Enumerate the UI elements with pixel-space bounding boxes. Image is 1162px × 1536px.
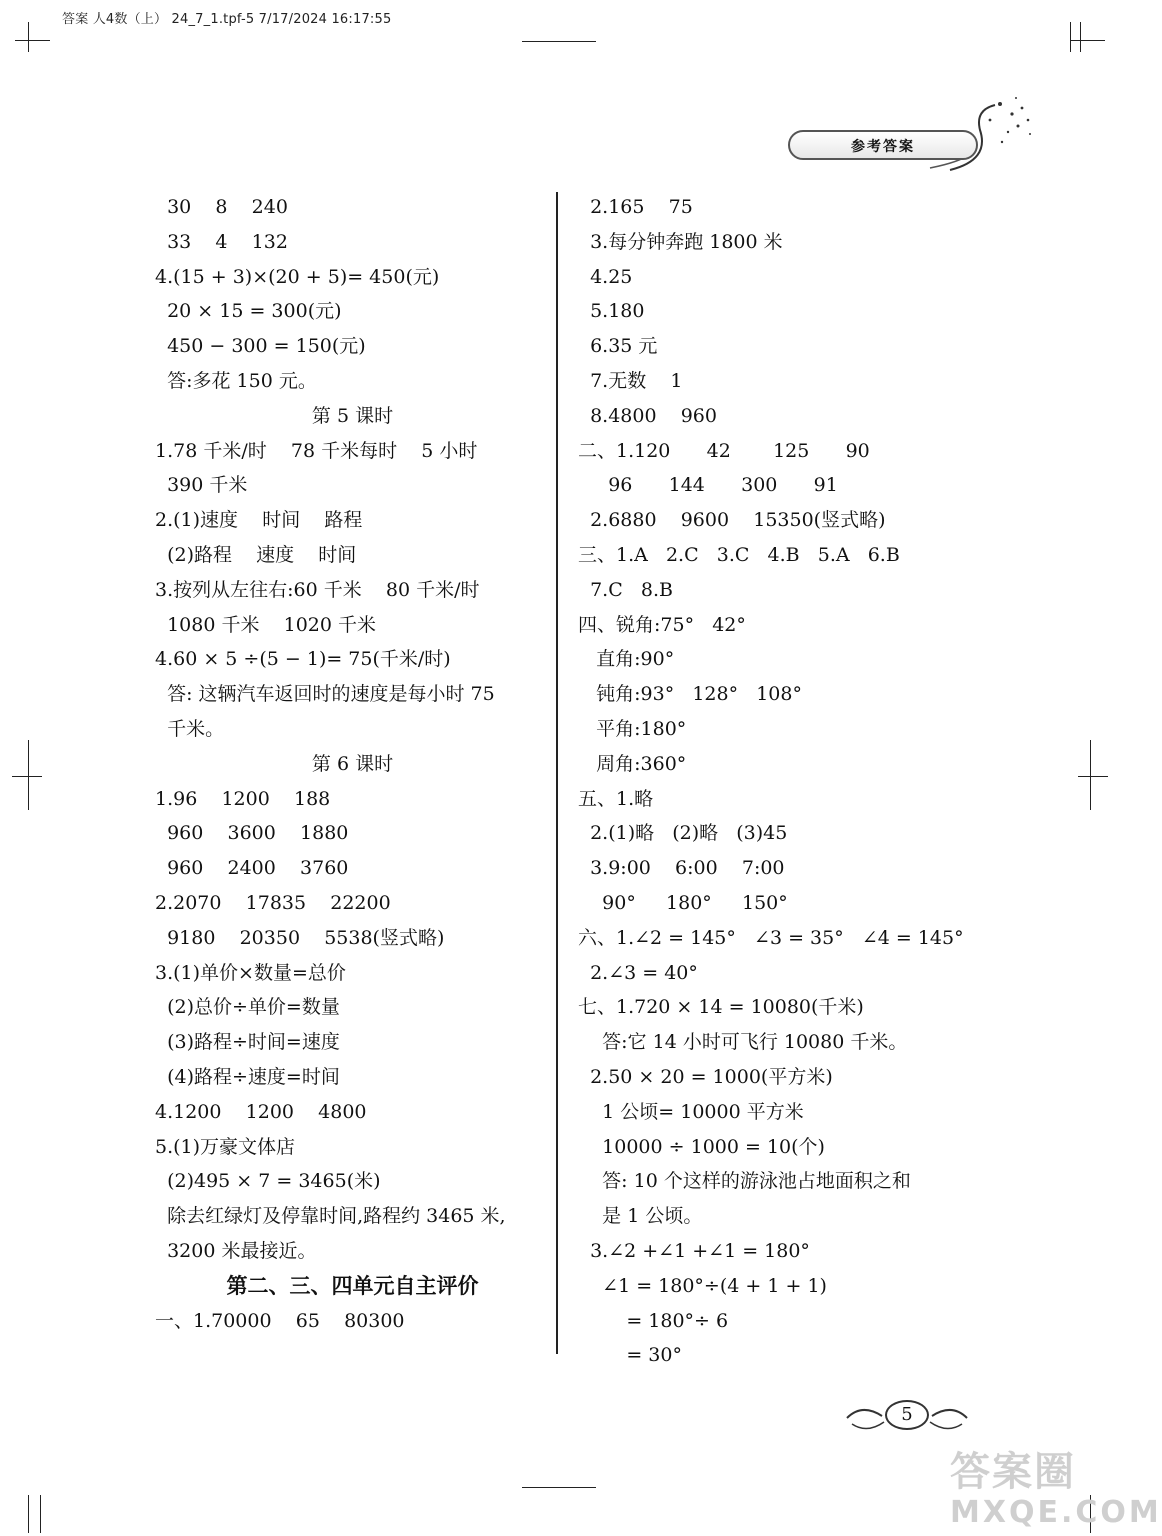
answer-line: 960 3600 1880: [155, 822, 349, 845]
answer-line: 8.4800 960: [578, 404, 717, 427]
answer-line: 90° 180° 150°: [578, 891, 788, 914]
answer-line: 2.165 75: [578, 196, 693, 218]
answer-line: 千米。: [155, 717, 225, 740]
lesson-heading: 第 5 课时: [311, 404, 394, 427]
answer-line: 450 − 300 = 150(元): [155, 335, 366, 358]
lesson-heading: 第 6 课时: [311, 752, 394, 775]
crop-mark: [1090, 740, 1091, 810]
answer-line: 5.180: [578, 300, 645, 323]
answer-line: ∠1 = 180°÷(4 + 1 + 1): [578, 1274, 827, 1297]
watermark-url: MXQE.COM: [950, 1495, 1162, 1530]
answer-line: (4)路程÷速度=时间: [155, 1065, 340, 1088]
answer-line: 1.96 1200 188: [155, 787, 331, 810]
answer-line: 2.∠3 = 40°: [578, 961, 698, 984]
top-rule: [522, 41, 596, 42]
answer-line: 6.35 元: [578, 335, 658, 358]
answer-line: 96 144 300 91: [578, 474, 838, 497]
answer-line: 4.25: [578, 265, 633, 288]
left-column: [155, 190, 550, 1338]
crop-mark: [40, 1495, 41, 1533]
watermark-logo-text: 答案圈: [950, 1449, 1076, 1495]
answer-line: 1080 千米 1020 千米: [155, 613, 377, 636]
answer-line: 是 1 公顷。: [578, 1205, 703, 1228]
answer-line: 4.1200 1200 4800: [155, 1100, 367, 1123]
answer-line: 960 2400 3760: [155, 857, 349, 880]
page-number: 5: [885, 1400, 929, 1430]
answer-line: 四、锐角:75° 42°: [578, 613, 746, 636]
answer-line: 2.(1)略 (2)略 (3)45: [578, 822, 788, 845]
column-divider: [556, 192, 558, 1354]
answer-line: 10000 ÷ 1000 = 10(个): [578, 1135, 825, 1158]
answer-line: 一、1.70000 65 80300: [155, 1309, 405, 1332]
answer-line: 4.60 × 5 ÷(5 − 1)= 75(千米/时): [155, 648, 451, 671]
answer-banner: [788, 130, 978, 160]
answer-line: 3.9:00 6:00 7:00: [578, 857, 785, 880]
answer-line: 三、1.A 2.C 3.C 4.B 5.A 6.B: [578, 543, 900, 566]
crop-mark: [1070, 40, 1105, 41]
answer-line: 2.(1)速度 时间 路程: [155, 509, 363, 532]
answer-line: = 30°: [578, 1344, 682, 1367]
crop-mark: [1078, 776, 1108, 777]
answer-line: 4.(15 + 3)×(20 + 5)= 450(元): [155, 265, 440, 288]
answer-line: 7.C 8.B: [578, 578, 673, 601]
answer-line: 五、1.略: [578, 787, 654, 810]
answer-line: 2.2070 17835 22200: [155, 891, 391, 914]
crop-mark: [12, 776, 42, 777]
answer-line: 2.50 × 20 = 1000(平方米): [578, 1065, 833, 1088]
answer-line: 3200 米最接近。: [155, 1239, 317, 1262]
answer-line: 1.78 千米/时 78 千米每时 5 小时: [155, 439, 478, 462]
answer-line: 答: 这辆汽车返回时的速度是每小时 75: [155, 683, 495, 706]
answer-line: 除去红绿灯及停靠时间,路程约 3465 米,: [155, 1205, 506, 1228]
crop-mark: [28, 740, 29, 810]
section-heading: 第二、三、四单元自主评价: [226, 1272, 479, 1298]
answer-line: 答: 10 个这样的游泳池占地面积之和: [578, 1170, 911, 1193]
right-column: [578, 190, 998, 1373]
bottom-rule: [522, 1487, 596, 1488]
banner-label: 参考答案: [851, 139, 915, 155]
answer-line: 七、1.720 × 14 = 10080(千米): [578, 996, 864, 1019]
answer-line: 33 4 132: [155, 230, 288, 253]
answer-line: = 180°÷ 6: [578, 1309, 729, 1332]
answer-line: 平角:180°: [578, 717, 687, 740]
answer-line: 9180 20350 5538(竖式略): [155, 926, 445, 949]
crop-mark: [28, 1495, 29, 1533]
answer-line: 答:多花 150 元。: [155, 369, 317, 392]
answer-line: 30 8 240: [155, 196, 288, 218]
answer-line: 3.按列从左往右:60 千米 80 千米/时: [155, 578, 480, 601]
answer-line: 390 千米: [155, 474, 248, 497]
answer-line: (3)路程÷时间=速度: [155, 1031, 340, 1054]
answer-line: 直角:90°: [578, 648, 675, 671]
answer-line: 7.无数 1: [578, 369, 683, 392]
answer-line: 钝角:93° 128° 108°: [578, 683, 802, 706]
crop-mark: [1080, 22, 1081, 52]
answer-line: 1 公顷= 10000 平方米: [578, 1100, 804, 1123]
answer-line: 3.∠2 +∠1 +∠1 = 180°: [578, 1239, 810, 1262]
answer-line: 3.(1)单价×数量=总价: [155, 961, 346, 984]
answer-line: 2.6880 9600 15350(竖式略): [578, 509, 886, 532]
answer-line: 周角:360°: [578, 752, 687, 775]
answer-line: 六、1.∠2 = 145° ∠3 = 35° ∠4 = 145°: [578, 926, 964, 949]
answer-line: 3.每分钟奔跑 1800 米: [578, 230, 783, 253]
answer-line: 答:它 14 小时可飞行 10080 千米。: [578, 1031, 908, 1054]
crop-mark: [28, 22, 29, 52]
answer-line: 二、1.120 42 125 90: [578, 439, 870, 462]
print-header: 答案 人4数（上） 24_7_1.tpf-5 7/17/2024 16:17:55: [62, 12, 392, 27]
answer-line: (2)总价÷单价=数量: [155, 996, 340, 1019]
answer-line: (2)495 × 7 = 3465(米): [155, 1170, 381, 1193]
watermark: [950, 1440, 1162, 1530]
answer-line: 5.(1)万豪文体店: [155, 1135, 296, 1158]
crop-mark: [15, 40, 50, 41]
answer-line: 20 × 15 = 300(元): [155, 300, 342, 323]
answer-line: (2)路程 速度 时间: [155, 543, 357, 566]
crop-mark: [1070, 22, 1071, 52]
